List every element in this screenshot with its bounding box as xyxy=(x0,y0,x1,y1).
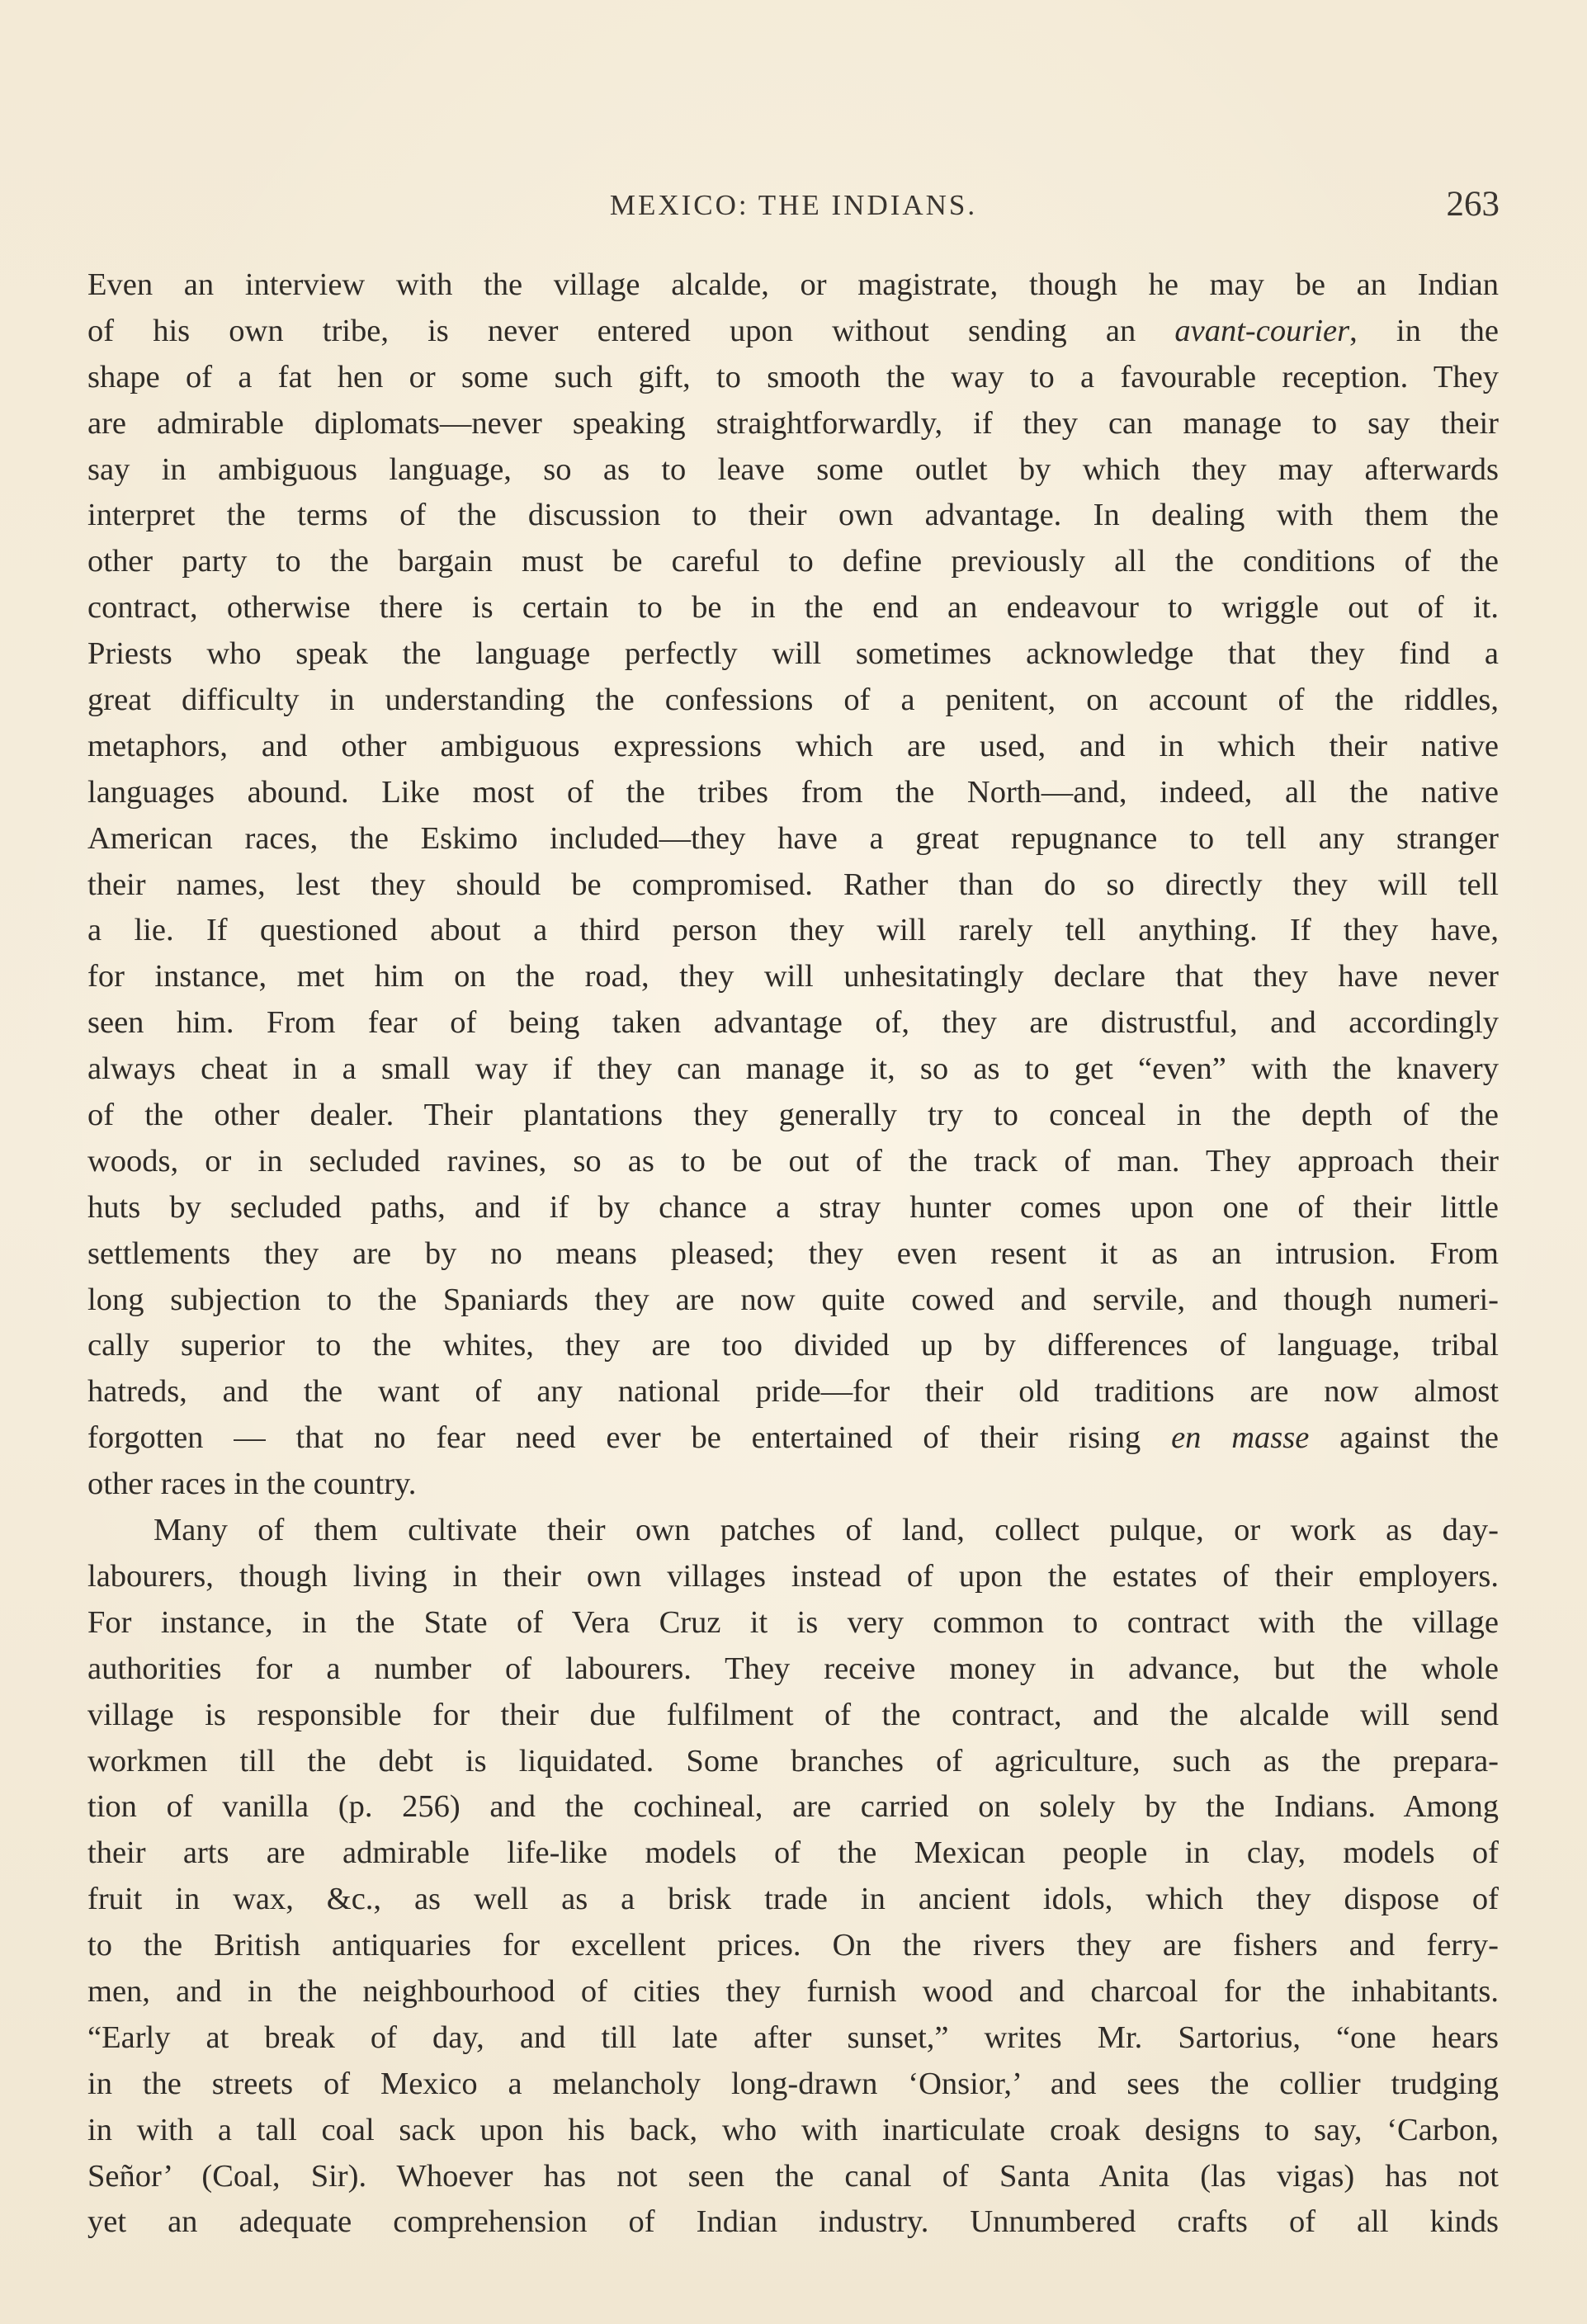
italic-phrase: avant-courier xyxy=(1174,313,1350,348)
body-text xyxy=(87,262,1499,2246)
text-line: woods, or in secluded ravines, so as to be out of the track of man. They approach their xyxy=(87,1143,1499,1179)
text-line: other races in the country. xyxy=(87,1467,417,1502)
text-line: American races, the Eskimo included—they have a great repugnance to tell any stranger xyxy=(87,820,1499,856)
text-line: shape of a fat hen or some such gift, to smooth the way to a favourable reception. They xyxy=(87,359,1499,394)
text-line: contract, otherwise there is certain to be in the end an endeavour to wriggle out of it. xyxy=(87,590,1499,626)
text-line: workmen till the debt is liquidated. Some branches of agriculture, such as the prepara- xyxy=(87,1743,1499,1778)
text-line: men, and in the neighbourhood of cities they furnish wood and charcoal for the inhabitants. xyxy=(87,1973,1499,2009)
running-head xyxy=(0,184,1587,234)
text-line: a lie. If questioned about a third person they will rarely tell anything. If they have, xyxy=(87,913,1499,948)
text-line: Many of them cultivate their own patches of land, collect pulque, or work as day- xyxy=(154,1513,1499,1548)
text-line: village is responsible for their due fulfilment of the contract, and the alcalde will send xyxy=(87,1697,1499,1732)
text-line: Señor’ (Coal, Sir). Whoever has not seen the canal of Santa Anita (las vigas) has not xyxy=(87,2158,1499,2194)
text-line: settlements they are by no means pleased; they even resent it as an intrusion. From xyxy=(87,1235,1499,1271)
text-line: long subjection to the Spaniards they are now quite cowed and servile, and though numeri- xyxy=(87,1282,1499,1317)
text-line: of his own tribe, is never entered upon without sending an avant-courier, in the xyxy=(87,313,1500,348)
running-title: MEXICO: THE INDIANS. xyxy=(609,189,978,221)
text-line: languages abound. Like most of the tribes from the North—and, indeed, all the native xyxy=(87,774,1499,810)
text-line: say in ambiguous language, so as to leave some outlet by which they may afterwards xyxy=(87,451,1499,487)
text-line: great difficulty in understanding the confessions of a penitent, on account of the riddles, xyxy=(87,683,1499,718)
text-line: labourers, though living in their own villages instead of upon the estates of their employers. xyxy=(87,1558,1499,1594)
text-line: cally superior to the whites, they are too divided up by differences of language, tribal xyxy=(87,1328,1499,1363)
text-line: seen him. From fear of being taken advantage of, they are distrustful, and accordingly xyxy=(87,1005,1499,1041)
text-line: in with a tall coal sack upon his back, who with inarticulate croak designs to say, ‘Carbon, xyxy=(87,2112,1499,2147)
text-line: their arts are admirable life-like models of the Mexican people in clay, models of xyxy=(87,1835,1499,1871)
text-line: of the other dealer. Their plantations they generally try to conceal in the depth of the xyxy=(87,1098,1499,1133)
text-line: fruit in wax, &c., as well as a brisk trade in ancient idols, which they dispose of xyxy=(87,1882,1499,1917)
text-line: Priests who speak the language perfectly will sometimes acknowledge that they find a xyxy=(87,636,1499,672)
text-line: their names, lest they should be compromised. Rather than do so directly they will tell xyxy=(87,867,1499,902)
paragraph-2 xyxy=(87,1508,1499,2246)
text-line: for instance, met him on the road, they will unhesitatingly declare that they have never xyxy=(87,959,1499,994)
text-line: always cheat in a small way if they can manage it, so as to get “even” with the knavery xyxy=(87,1051,1499,1087)
text-line: huts by secluded paths, and if by chance a stray hunter comes upon one of their little xyxy=(87,1189,1499,1225)
text-line: in the streets of Mexico a melancholy long-drawn ‘Onsior,’ and sees the collier trudging xyxy=(87,2066,1499,2101)
text-line: to the British antiquaries for excellent prices. On the rivers they are fishers and ferry- xyxy=(87,1928,1499,1963)
text-line: yet an adequate comprehension of Indian industry. Unnumbered crafts of all kinds xyxy=(87,2204,1499,2240)
text-line: For instance, in the State of Vera Cruz it is very common to contract with the village xyxy=(87,1604,1499,1640)
text-line: metaphors, and other ambiguous expressions which are used, and in which their native xyxy=(87,728,1499,763)
text-line: tion of vanilla (p. 256) and the cochineal, are carried on solely by the Indians. Among xyxy=(87,1789,1499,1825)
text-line: hatreds, and the want of any national pride—for their old traditions are now almost xyxy=(87,1374,1499,1410)
text-line: “Early at break of day, and till late after sunset,” writes Mr. Sartorius, “one hears xyxy=(87,2019,1499,2055)
text-line: forgotten — that no fear need ever be entertained of their rising en masse against the xyxy=(87,1420,1499,1456)
text-line: interpret the terms of the discussion to their own advantage. In dealing with them the xyxy=(87,498,1499,533)
text-line: authorities for a number of labourers. They receive money in advance, but the whole xyxy=(87,1651,1499,1686)
paragraph-1 xyxy=(87,262,1499,1508)
text-line: are admirable diplomats—never speaking straightforwardly, if they can manage to say their xyxy=(87,405,1499,441)
text-line: other party to the bargain must be careful to define previously all the conditions of the xyxy=(87,544,1499,579)
italic-phrase: en masse xyxy=(1171,1420,1310,1456)
text-line: Even an interview with the village alcalde, or magistrate, though he may be an Indian xyxy=(87,267,1499,302)
page-number: 263 xyxy=(1446,185,1500,224)
